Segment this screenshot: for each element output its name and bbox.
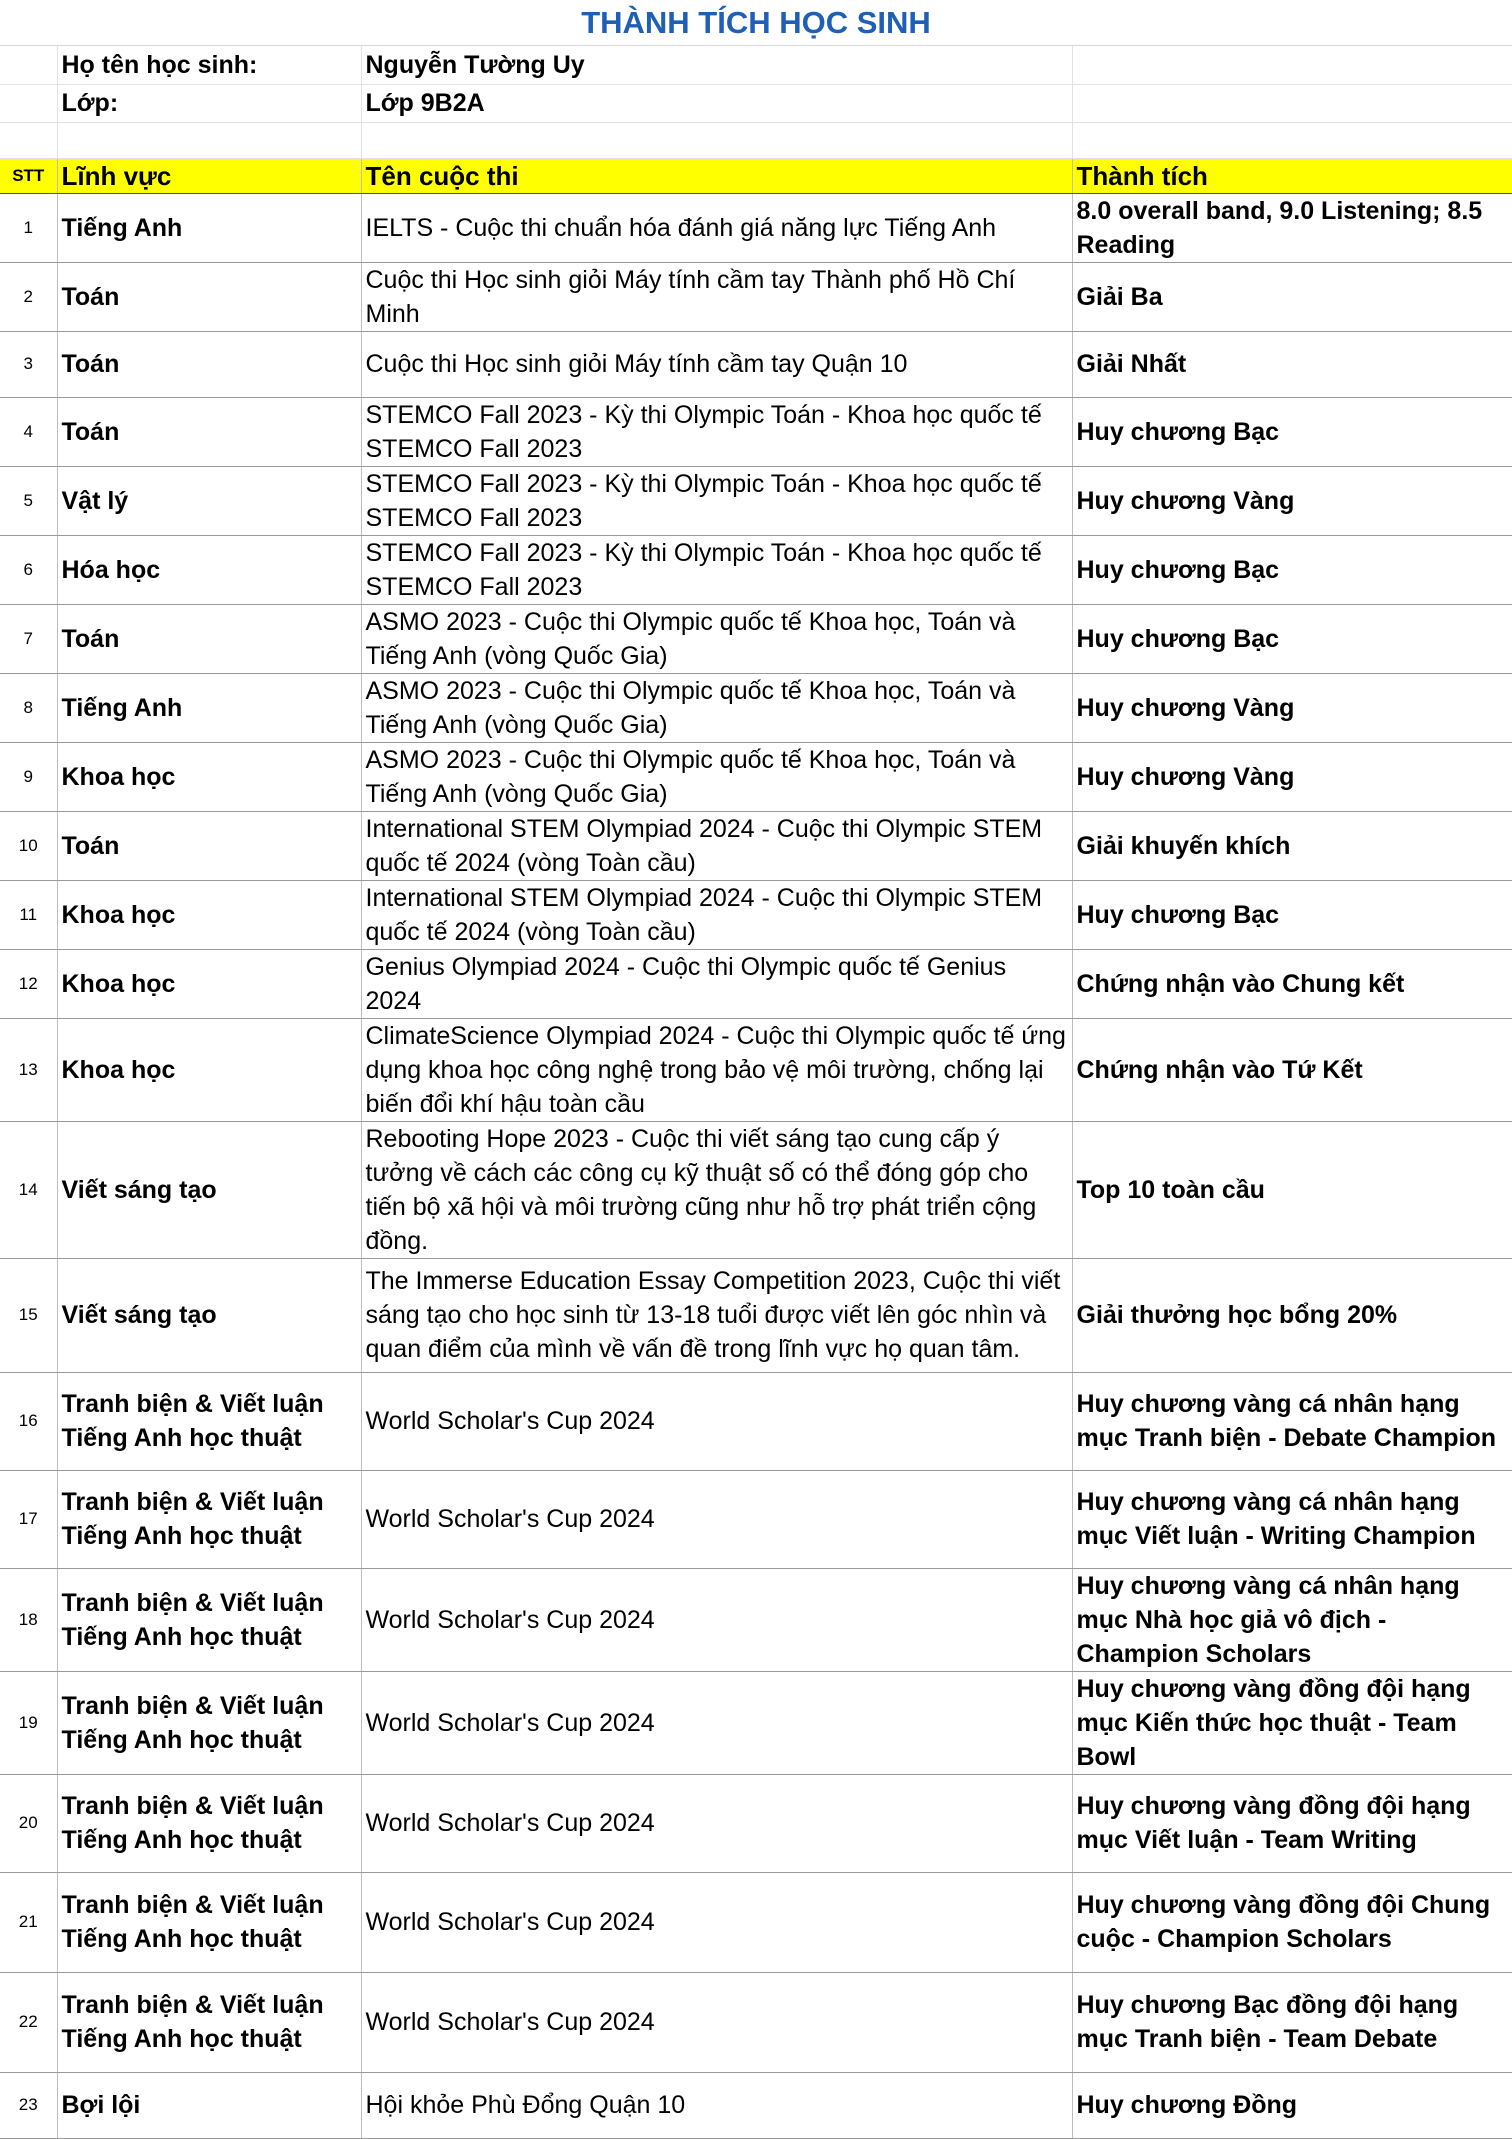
row-stt: 3 xyxy=(0,331,57,397)
student-class-label: Lớp: xyxy=(57,84,361,122)
row-stt: 11 xyxy=(0,880,57,949)
row-achievement: Top 10 toàn cầu xyxy=(1072,1121,1512,1258)
row-competition: ASMO 2023 - Cuộc thi Olympic quốc tế Khoa học, Toán và Tiếng Anh (vòng Quốc Gia) xyxy=(361,742,1072,811)
row-field: Tranh biện & Viết luận Tiếng Anh học thuật xyxy=(57,1372,361,1470)
achievements-table xyxy=(0,46,1512,2139)
row-stt: 9 xyxy=(0,742,57,811)
row-stt: 15 xyxy=(0,1258,57,1372)
row-achievement: Giải Nhất xyxy=(1072,331,1512,397)
row-stt: 17 xyxy=(0,1470,57,1568)
student-class-value: Lớp 9B2A xyxy=(361,84,1072,122)
table-row xyxy=(0,331,1512,397)
table-row xyxy=(0,811,1512,880)
table-row xyxy=(0,466,1512,535)
row-field: Tranh biện & Viết luận Tiếng Anh học thuật xyxy=(57,1872,361,1972)
row-achievement: Huy chương vàng cá nhân hạng mục Tranh biện - Debate Champion xyxy=(1072,1372,1512,1470)
row-competition: IELTS - Cuộc thi chuẩn hóa đánh giá năng lực Tiếng Anh xyxy=(361,193,1072,262)
row-field: Tiếng Anh xyxy=(57,193,361,262)
row-competition: Rebooting Hope 2023 - Cuộc thi viết sáng tạo cung cấp ý tưởng về cách các công cụ kỹ thuật số có thể đóng góp cho tiến bộ xã hội và môi trường cũng như hỗ trợ phát triển cộng đồng. xyxy=(361,1121,1072,1258)
row-stt: 8 xyxy=(0,673,57,742)
row-field: Khoa học xyxy=(57,1018,361,1121)
header-competition: Tên cuộc thi xyxy=(361,158,1072,193)
row-field: Tiếng Anh xyxy=(57,673,361,742)
row-stt: 10 xyxy=(0,811,57,880)
table-row xyxy=(0,1470,1512,1568)
table-row xyxy=(0,1972,1512,2072)
table-row xyxy=(0,1258,1512,1372)
table-row xyxy=(0,1018,1512,1121)
row-field: Viết sáng tạo xyxy=(57,1121,361,1258)
header-achievement: Thành tích xyxy=(1072,158,1512,193)
row-competition: STEMCO Fall 2023 - Kỳ thi Olympic Toán - Khoa học quốc tế STEMCO Fall 2023 xyxy=(361,397,1072,466)
row-achievement: Giải Ba xyxy=(1072,262,1512,331)
row-stt: 21 xyxy=(0,1872,57,1972)
table-row xyxy=(0,1671,1512,1774)
table-row xyxy=(0,397,1512,466)
row-competition: World Scholar's Cup 2024 xyxy=(361,1972,1072,2072)
row-competition: Cuộc thi Học sinh giỏi Máy tính cầm tay Quận 10 xyxy=(361,331,1072,397)
table-row xyxy=(0,1774,1512,1872)
student-class-row xyxy=(0,84,1512,122)
row-field: Vật lý xyxy=(57,466,361,535)
row-competition: Cuộc thi Học sinh giỏi Máy tính cầm tay Thành phố Hồ Chí Minh xyxy=(361,262,1072,331)
row-competition: International STEM Olympiad 2024 - Cuộc thi Olympic STEM quốc tế 2024 (vòng Toàn cầu) xyxy=(361,880,1072,949)
table-header xyxy=(0,158,1512,193)
row-achievement: Chứng nhận vào Tứ Kết xyxy=(1072,1018,1512,1121)
table-row xyxy=(0,880,1512,949)
row-stt: 23 xyxy=(0,2072,57,2138)
table-row xyxy=(0,604,1512,673)
row-stt: 7 xyxy=(0,604,57,673)
row-field: Khoa học xyxy=(57,949,361,1018)
row-stt: 12 xyxy=(0,949,57,1018)
row-field: Tranh biện & Viết luận Tiếng Anh học thuật xyxy=(57,1972,361,2072)
row-achievement: Giải khuyến khích xyxy=(1072,811,1512,880)
table-row xyxy=(0,1568,1512,1671)
row-achievement: Huy chương Bạc xyxy=(1072,397,1512,466)
student-name-label: Họ tên học sinh: xyxy=(57,46,361,84)
row-stt: 4 xyxy=(0,397,57,466)
row-field: Tranh biện & Viết luận Tiếng Anh học thuật xyxy=(57,1568,361,1671)
row-achievement: Huy chương vàng đồng đội Chung cuộc - Champion Scholars xyxy=(1072,1872,1512,1972)
page-title: THÀNH TÍCH HỌC SINH xyxy=(0,0,1512,46)
row-achievement: Huy chương Vàng xyxy=(1072,742,1512,811)
row-field: Tranh biện & Viết luận Tiếng Anh học thuật xyxy=(57,1774,361,1872)
row-competition: STEMCO Fall 2023 - Kỳ thi Olympic Toán - Khoa học quốc tế STEMCO Fall 2023 xyxy=(361,535,1072,604)
header-field: Lĩnh vực xyxy=(57,158,361,193)
row-competition: World Scholar's Cup 2024 xyxy=(361,1372,1072,1470)
table-row xyxy=(0,535,1512,604)
row-field: Hóa học xyxy=(57,535,361,604)
row-achievement: Huy chương Bạc xyxy=(1072,535,1512,604)
row-competition: ASMO 2023 - Cuộc thi Olympic quốc tế Khoa học, Toán và Tiếng Anh (vòng Quốc Gia) xyxy=(361,604,1072,673)
row-competition: Hội khỏe Phù Đổng Quận 10 xyxy=(361,2072,1072,2138)
row-field: Toán xyxy=(57,262,361,331)
row-achievement: Huy chương Bạc xyxy=(1072,604,1512,673)
row-field: Tranh biện & Viết luận Tiếng Anh học thuật xyxy=(57,1470,361,1568)
table-row xyxy=(0,949,1512,1018)
row-field: Toán xyxy=(57,604,361,673)
row-achievement: Huy chương vàng đồng đội hạng mục Viết luận - Team Writing xyxy=(1072,1774,1512,1872)
row-stt: 13 xyxy=(0,1018,57,1121)
row-achievement: Huy chương Vàng xyxy=(1072,673,1512,742)
table-row xyxy=(0,193,1512,262)
row-stt: 19 xyxy=(0,1671,57,1774)
table-row xyxy=(0,1872,1512,1972)
table-row xyxy=(0,742,1512,811)
table-row xyxy=(0,262,1512,331)
row-field: Toán xyxy=(57,811,361,880)
row-stt: 14 xyxy=(0,1121,57,1258)
row-achievement: Huy chương Bạc đồng đội hạng mục Tranh biện - Team Debate xyxy=(1072,1972,1512,2072)
row-stt: 1 xyxy=(0,193,57,262)
row-competition: STEMCO Fall 2023 - Kỳ thi Olympic Toán - Khoa học quốc tế STEMCO Fall 2023 xyxy=(361,466,1072,535)
header-stt: STT xyxy=(0,158,57,193)
row-field: Tranh biện & Viết luận Tiếng Anh học thuật xyxy=(57,1671,361,1774)
row-competition: Genius Olympiad 2024 - Cuộc thi Olympic quốc tế Genius 2024 xyxy=(361,949,1072,1018)
row-competition: ClimateScience Olympiad 2024 - Cuộc thi Olympic quốc tế ứng dụng khoa học công nghệ trong bảo vệ môi trường, chống lại biến đổi khí hậu toàn cầu xyxy=(361,1018,1072,1121)
row-achievement: Huy chương vàng cá nhân hạng mục Nhà học giả vô địch - Champion Scholars xyxy=(1072,1568,1512,1671)
row-achievement: 8.0 overall band, 9.0 Listening; 8.5 Reading xyxy=(1072,193,1512,262)
row-stt: 20 xyxy=(0,1774,57,1872)
row-stt: 16 xyxy=(0,1372,57,1470)
table-row xyxy=(0,673,1512,742)
row-achievement: Huy chương vàng đồng đội hạng mục Kiến thức học thuật - Team Bowl xyxy=(1072,1671,1512,1774)
row-competition: ASMO 2023 - Cuộc thi Olympic quốc tế Khoa học, Toán và Tiếng Anh (vòng Quốc Gia) xyxy=(361,673,1072,742)
row-achievement: Huy chương vàng cá nhân hạng mục Viết luận - Writing Champion xyxy=(1072,1470,1512,1568)
row-achievement: Chứng nhận vào Chung kết xyxy=(1072,949,1512,1018)
row-achievement: Huy chương Đồng xyxy=(1072,2072,1512,2138)
table-row xyxy=(0,2072,1512,2138)
empty-row xyxy=(0,122,1512,158)
row-field: Toán xyxy=(57,331,361,397)
row-competition: World Scholar's Cup 2024 xyxy=(361,1671,1072,1774)
row-competition: World Scholar's Cup 2024 xyxy=(361,1872,1072,1972)
row-field: Toán xyxy=(57,397,361,466)
row-field: Khoa học xyxy=(57,880,361,949)
row-competition: World Scholar's Cup 2024 xyxy=(361,1470,1072,1568)
row-stt: 5 xyxy=(0,466,57,535)
row-achievement: Huy chương Bạc xyxy=(1072,880,1512,949)
row-stt: 22 xyxy=(0,1972,57,2072)
row-competition: The Immerse Education Essay Competition 2023, Cuộc thi viết sáng tạo cho học sinh từ 13-18 tuổi được viết lên góc nhìn và quan điểm của mình về vấn đề trong lĩnh vực họ quan tâm. xyxy=(361,1258,1072,1372)
table-row xyxy=(0,1121,1512,1258)
row-achievement: Giải thưởng học bổng 20% xyxy=(1072,1258,1512,1372)
row-field: Bợi lội xyxy=(57,2072,361,2138)
row-stt: 2 xyxy=(0,262,57,331)
student-name-value: Nguyễn Tường Uy xyxy=(361,46,1072,84)
student-name-row xyxy=(0,46,1512,84)
row-competition: World Scholar's Cup 2024 xyxy=(361,1774,1072,1872)
table-row xyxy=(0,1372,1512,1470)
row-achievement: Huy chương Vàng xyxy=(1072,466,1512,535)
row-competition: International STEM Olympiad 2024 - Cuộc thi Olympic STEM quốc tế 2024 (vòng Toàn cầu) xyxy=(361,811,1072,880)
row-competition: World Scholar's Cup 2024 xyxy=(361,1568,1072,1671)
row-stt: 6 xyxy=(0,535,57,604)
row-stt: 18 xyxy=(0,1568,57,1671)
row-field: Viết sáng tạo xyxy=(57,1258,361,1372)
row-field: Khoa học xyxy=(57,742,361,811)
